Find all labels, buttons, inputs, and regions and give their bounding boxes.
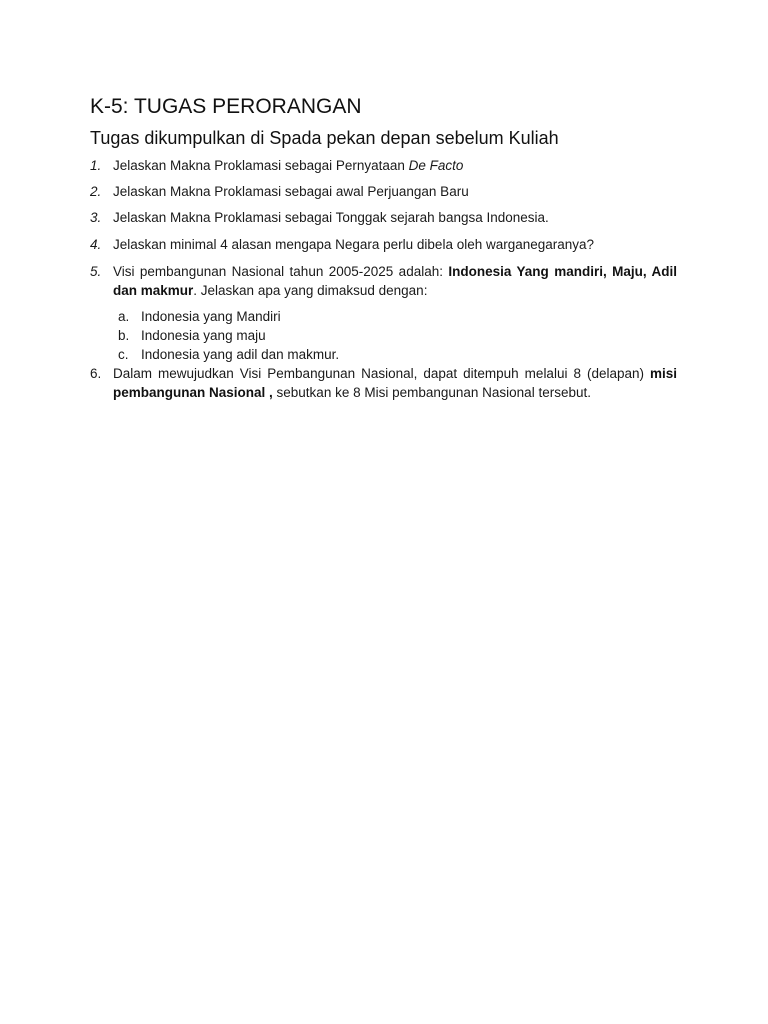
- question-text: Jelaskan Makna Proklamasi sebagai Pernyataan De Facto: [113, 158, 464, 173]
- question-text: Jelaskan Makna Proklamasi sebagai Tonggak sejarah bangsa Indonesia.: [113, 210, 549, 225]
- question-number: 4.: [90, 237, 102, 252]
- question-number: 3.: [90, 210, 102, 225]
- question-bold: Indonesia Yang mandiri, Maju, Adil dan makmur: [113, 264, 677, 298]
- question-text: Jelaskan minimal 4 alasan mengapa Negara perlu dibela oleh warganegaranya?: [113, 237, 595, 252]
- subitem-letter: c.: [118, 347, 129, 362]
- question-text: Jelaskan Makna Proklamasi sebagai awal Perjuangan Baru: [113, 184, 469, 199]
- page-title: K-5: TUGAS PERORANGAN: [90, 95, 362, 118]
- question-text: Visi pembangunan Nasional tahun 2005-2025 adalah: Indonesia Yang mandiri, Maju, Adil dan makmur. Jelaskan apa yang dimaksud dengan:: [113, 264, 677, 298]
- question-emphasis: De Facto: [408, 158, 464, 173]
- question-number: 2.: [90, 184, 102, 199]
- question-text: Dalam mewujudkan Visi Pembangunan Nasional, dapat ditempuh melalui 8 (delapan) misi pembangunan Nasional , sebutkan ke 8 Misi pembangunan Nasional tersebut.: [113, 366, 677, 400]
- question-5: [90, 262, 677, 302]
- subitem-text: Indonesia yang maju: [141, 328, 266, 343]
- subitem-letter: b.: [118, 328, 130, 343]
- question-number: 6.: [90, 366, 102, 381]
- question-number: 5.: [90, 264, 102, 279]
- question-number: 1.: [90, 158, 102, 173]
- question-bold: misi pembangunan Nasional ,: [113, 366, 677, 400]
- subitem-text: Indonesia yang adil dan makmur.: [141, 347, 340, 362]
- question-6: [90, 364, 677, 404]
- page-subtitle: Tugas dikumpulkan di Spada pekan depan sebelum Kuliah: [90, 128, 559, 148]
- subitem-letter: a.: [118, 309, 130, 324]
- subitem-text: Indonesia yang Mandiri: [141, 309, 281, 324]
